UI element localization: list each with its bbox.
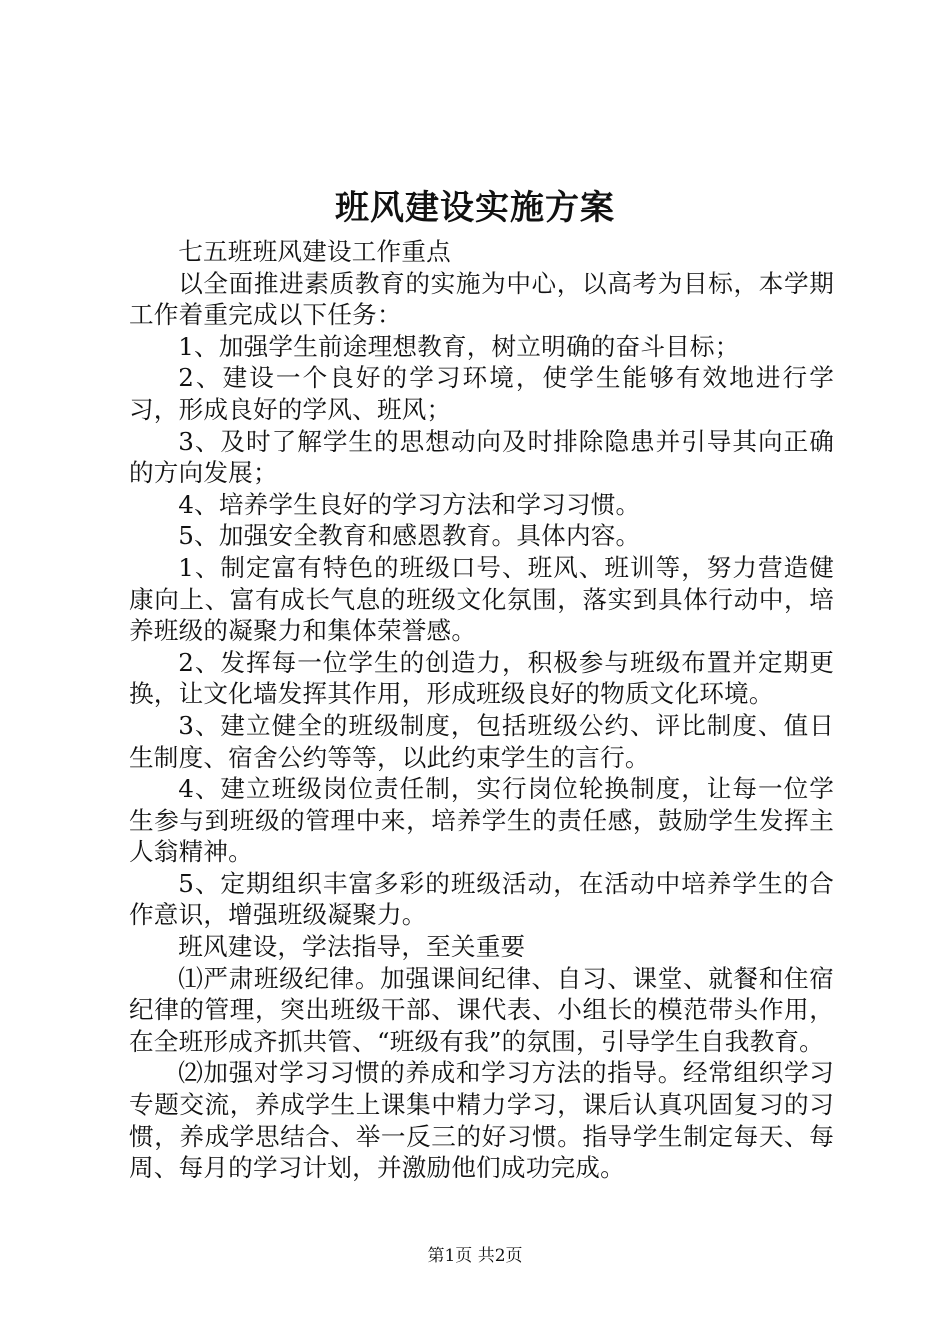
document-title: 班风建设实施方案: [335, 188, 615, 228]
paragraph-content-item: 2、发挥每一位学生的创造力，积极参与班级布置并定期更换，让文化墙发挥其作用，形成班级良好的物质文化环境。: [129, 647, 834, 709]
paragraph-content-item: 3、建立健全的班级制度，包括班级公约、评比制度、值日生制度、宿舍公约等等，以此约束学生的言行。: [129, 710, 834, 772]
page-footer: 第1页 共2页: [427, 1246, 523, 1266]
paragraph: 以全面推进素质教育的实施为中心，以高考为目标，本学期工作着重完成以下任务：: [129, 268, 834, 330]
paragraph-section-heading: 班风建设，学法指导，至关重要: [178, 932, 526, 962]
paragraph-task-item: 4、培养学生良好的学习方法和学习习惯。: [178, 489, 641, 519]
paragraph-task-item: 5、加强安全教育和感恩教育。具体内容。: [178, 521, 641, 551]
paragraph-guidance-item: ⑵加强对学习习惯的养成和学习方法的指导。经常组织学习专题交流，养成学生上课集中精力学习，课后认真巩固复习的习惯，养成学思结合、举一反三的好习惯。指导学生制定每天、每周、每月的学习计划，并激励他们成功完成。: [129, 1058, 834, 1183]
paragraph-content-item: 1、制定富有特色的班级口号、班风、班训等，努力营造健康向上、富有成长气息的班级文化氛围，落实到具体行动中，培养班级的凝聚力和集体荣誉感。: [129, 552, 834, 646]
paragraph-content-item: 5、定期组织丰富多彩的班级活动，在活动中培养学生的合作意识，增强班级凝聚力。: [129, 868, 834, 930]
paragraph-task-item: 2、建设一个良好的学习环境，使学生能够有效地进行学习，形成良好的学风、班风；: [129, 363, 834, 424]
paragraph-content-item: 4、建立班级岗位责任制，实行岗位轮换制度，让每一位学生参与到班级的管理中来，培养学生的责任感，鼓励学生发挥主人翁精神。: [129, 774, 834, 867]
paragraph-section-heading: 七五班班风建设工作重点: [178, 237, 451, 266]
document-body: [129, 236, 834, 1184]
paragraph-task-item: 3、及时了解学生的思想动向及时排除隐患并引导其向正确的方向发展；: [129, 426, 834, 488]
paragraph-task-item: 1、加强学生前途理想教育，树立明确的奋斗目标；: [178, 331, 740, 361]
paragraph-guidance-item: ⑴严肃班级纪律。加强课间纪律、自习、课堂、就餐和住宿纪律的管理，突出班级干部、课代表、小组长的模范带头作用，在全班形成齐抓共管、“班级有我”的氛围，引导学生自我教育。: [129, 963, 834, 1056]
